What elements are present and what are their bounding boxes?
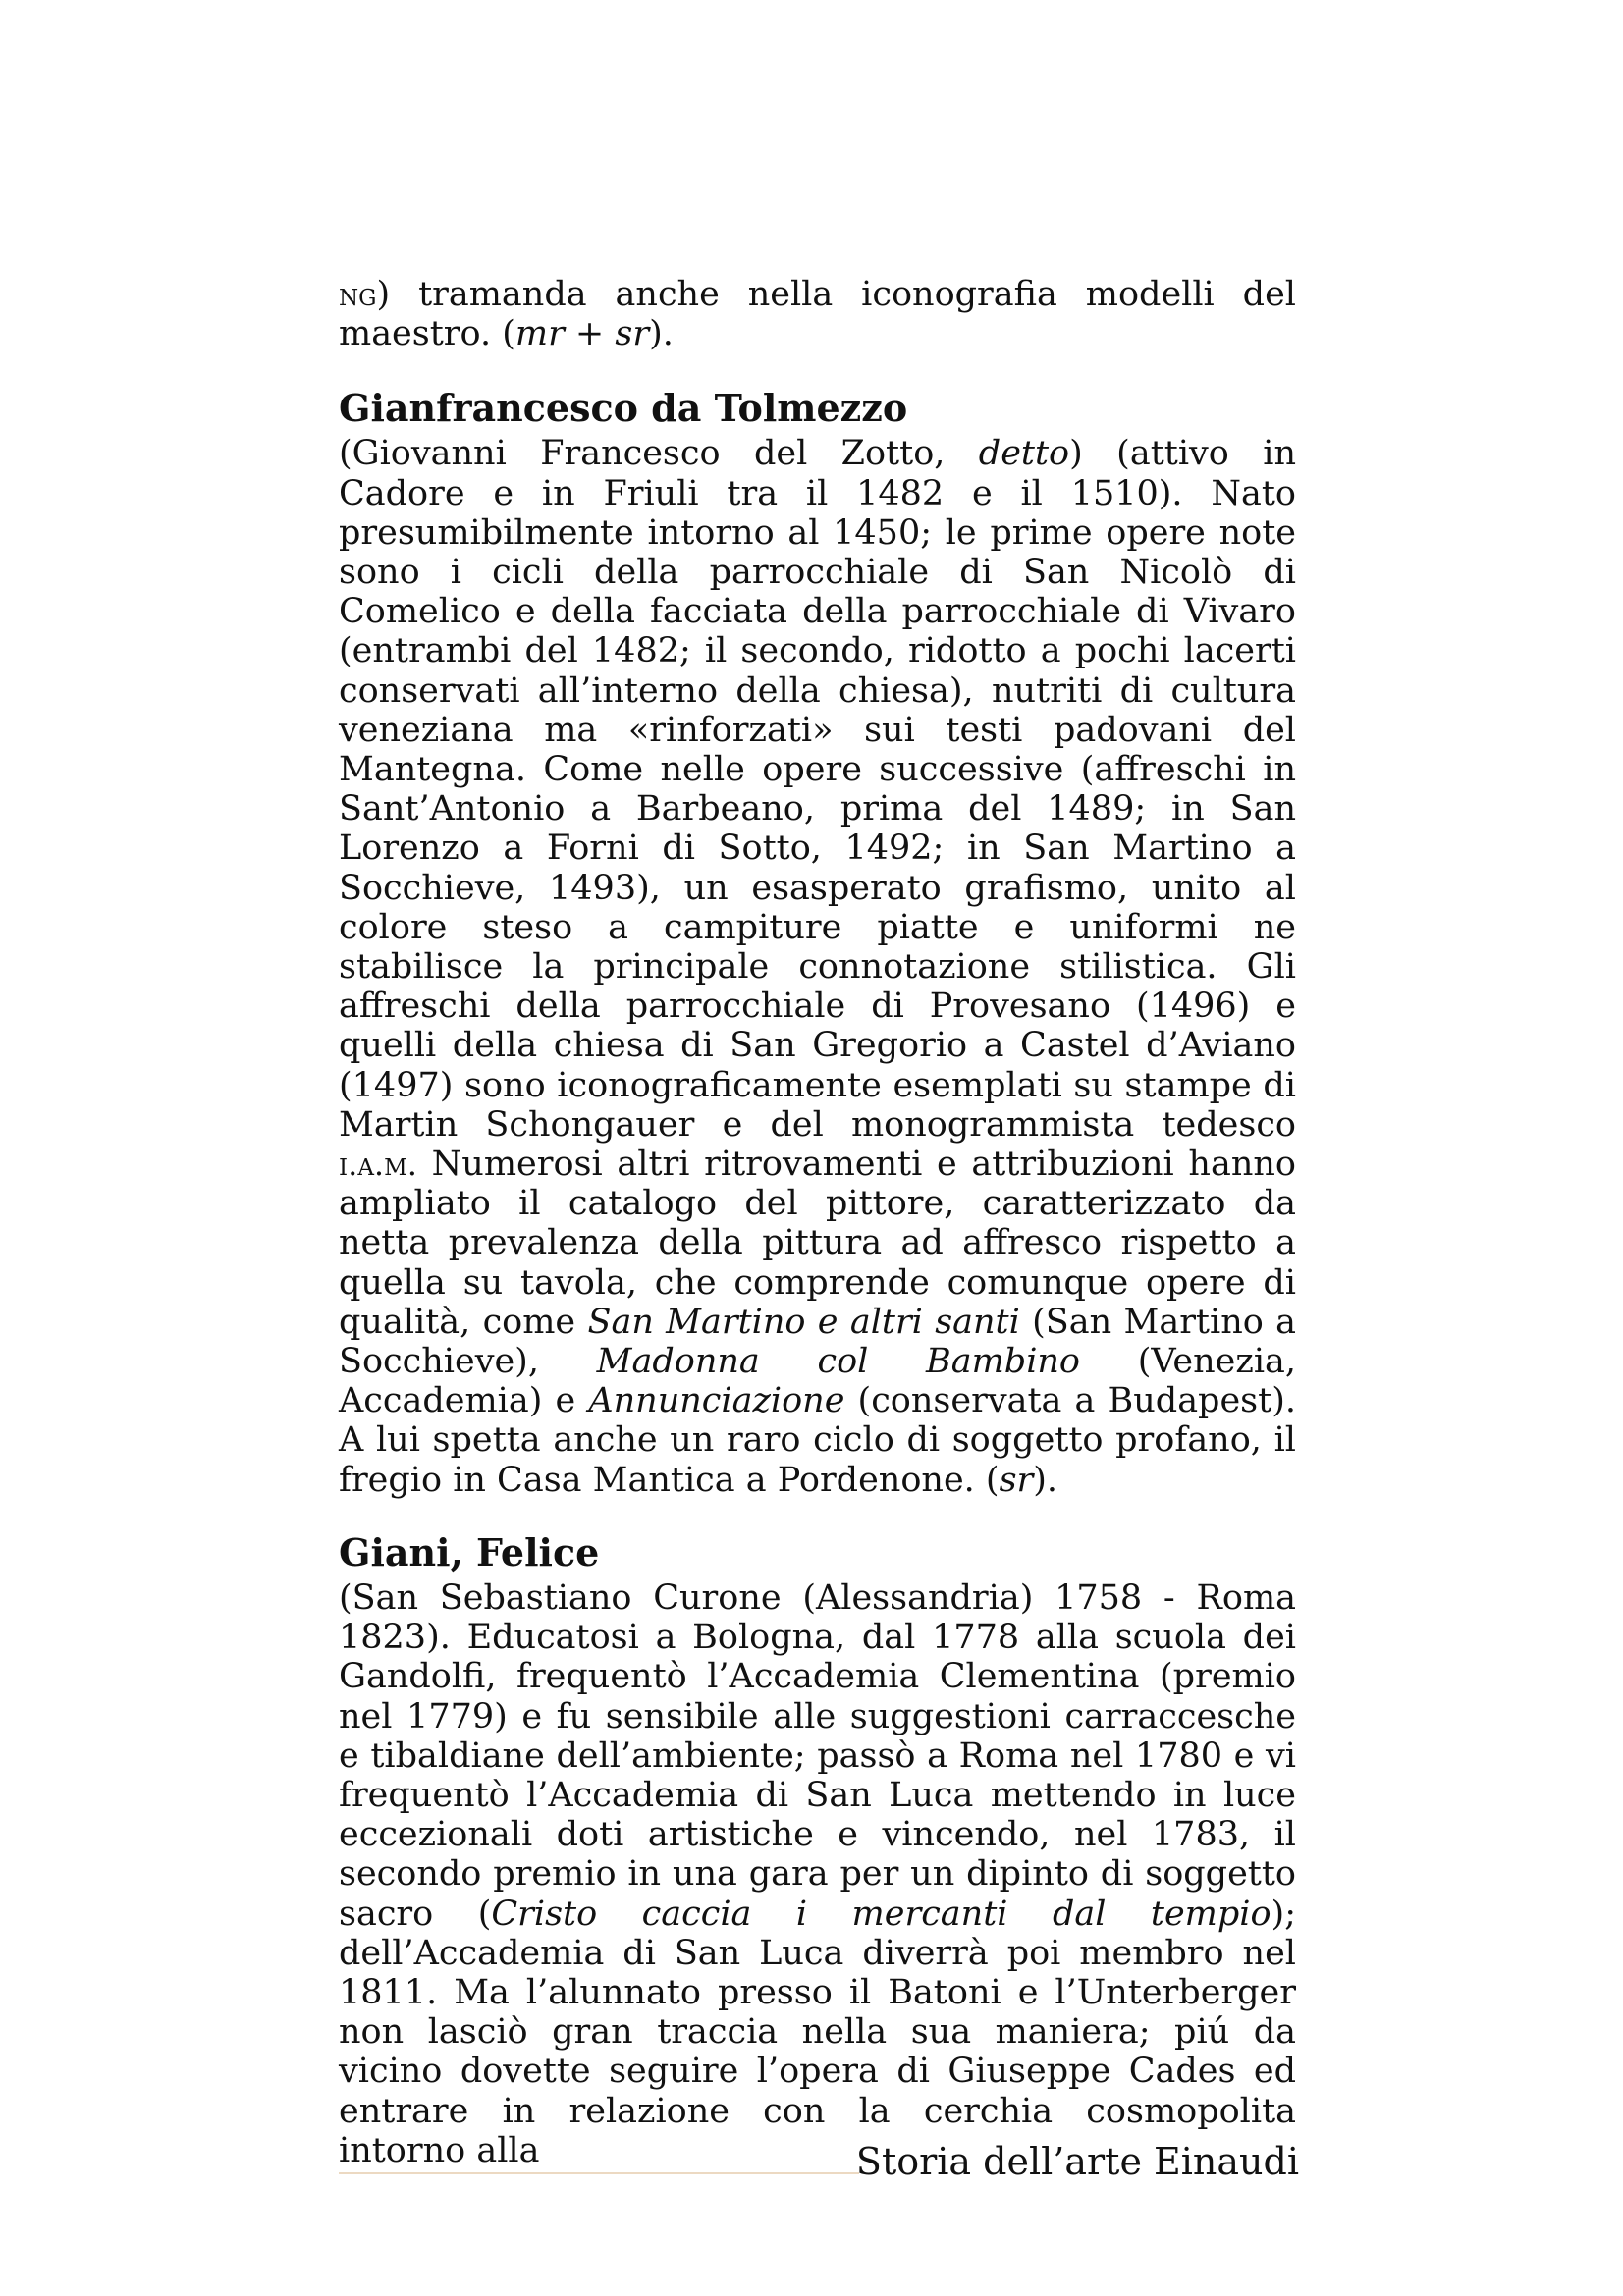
entry1-italic-4: Annunciazione [588, 1381, 845, 1421]
author-initials: mr + sr [514, 314, 650, 354]
footer-rule [339, 2172, 859, 2174]
entry-heading-giani: Giani, Felice [339, 1529, 600, 1575]
entry2-text-2: ); dell’Accademia di San Luca diverrà poi membro nel 1811. Ma l’alunnato presso il Batoni e l’Unterberger non lasciò gran traccia nella sua maniera; piú da vicino dovette seguire l’opera di Giuseppe Cades ed entrare in relazione con la cerchia cosmopolita intorno alla [339, 1894, 1296, 2170]
entry1-text-1: (Giovanni Francesco del Zotto, [339, 434, 979, 474]
text-column [339, 275, 1296, 2170]
intro-text: ) tramanda anche nella iconografia modelli del maestro. ( [339, 275, 1296, 354]
entry-body-giani [339, 1578, 1296, 2170]
entry1-author-initials: sr [999, 1460, 1034, 1500]
entry-heading-gianfrancesco: Gianfrancesco da Tolmezzo [339, 386, 908, 431]
entry2-text-1: (San Sebastiano Curone (Alessandria) 1758 - Roma 1823). Educatosi a Bologna, dal 1778 alla scuola dei Gandolfi, frequentò l’Accademia Clementina (premio nel 1779) e fu sensibile alle suggestioni carraccesche e tibaldiane dell’ambiente; passò a Roma nel 1780 e vi frequentò l’Accademia di San Luca mettendo in luce eccezionali doti artistiche e vincendo, nel 1783, il secondo premio in una gara per un dipinto di soggetto sacro ( [339, 1577, 1296, 1934]
abbreviation-ng: ng [339, 276, 377, 313]
entry1-italic-2: San Martino e altri santi [587, 1302, 1020, 1342]
entry1-italic-3: Madonna col Bambino [596, 1342, 1081, 1382]
entry1-text-7: ). [1033, 1460, 1058, 1500]
entry1-smallcaps-1: i.a.m. [339, 1146, 417, 1184]
entry2-italic-1: Cristo caccia i mercanti dal tempio [491, 1894, 1271, 1934]
entry1-text-4: (San Martino a Socchieve), [339, 1302, 1296, 1382]
entry1-text-2: ) (attivo in Cadore e in Friuli tra il 1482 e il 1510). Nato presumibilmente intorno al 1450; le prime opere note sono i cicli della parrocchiale di San Nicolò di Comelico e della facciata della parrocchiale di Vivaro (entrambi del 1482; il secondo, ridotto a pochi lacerti conservati all’interno della chiesa), nutriti di cultura veneziana ma «rinforzati» sui testi padovani del Mantegna. Come nelle opere successive (affreschi in Sant’Antonio a Barbeano, prima del 1489; in San Lorenzo a Forni di Sotto, 1492; in San Martino a Socchieve, 1493), un esasperato grafismo, unito al colore steso a campiture piatte e uniformi ne stabilisce la principale connotazione stilistica. Gli affreschi della parrocchiale di Provesano (1496) e quelli della chiesa di San Gregorio a Castel d’Aviano (1497) sono iconograficamente esemplati su stampe di Martin Schongauer e del monogrammista tedesco [339, 434, 1296, 1145]
intro-end: ). [649, 314, 674, 354]
entry-body-gianfrancesco [339, 434, 1296, 1499]
entry1-text-3: Numerosi altri ritrovamenti e attribuzioni hanno ampliato il catalogo del pittore, caratterizzato da netta prevalenza della pittura ad affresco rispetto a quella su tavola, che comprende comunque opere di qualità, come [339, 1145, 1296, 1342]
footer-title: Storia dell’arte Einaudi [855, 2140, 1299, 2183]
entry1-italic-1: detto [978, 434, 1070, 474]
intro-paragraph [339, 275, 1296, 353]
entry1-text-5: (Venezia, Accademia) e [339, 1342, 1297, 1421]
entry1-text-6: (conservata a Budapest). A lui spetta anche un raro ciclo di soggetto profano, il fregio in Casa Mantica a Pordenone. ( [339, 1381, 1296, 1500]
